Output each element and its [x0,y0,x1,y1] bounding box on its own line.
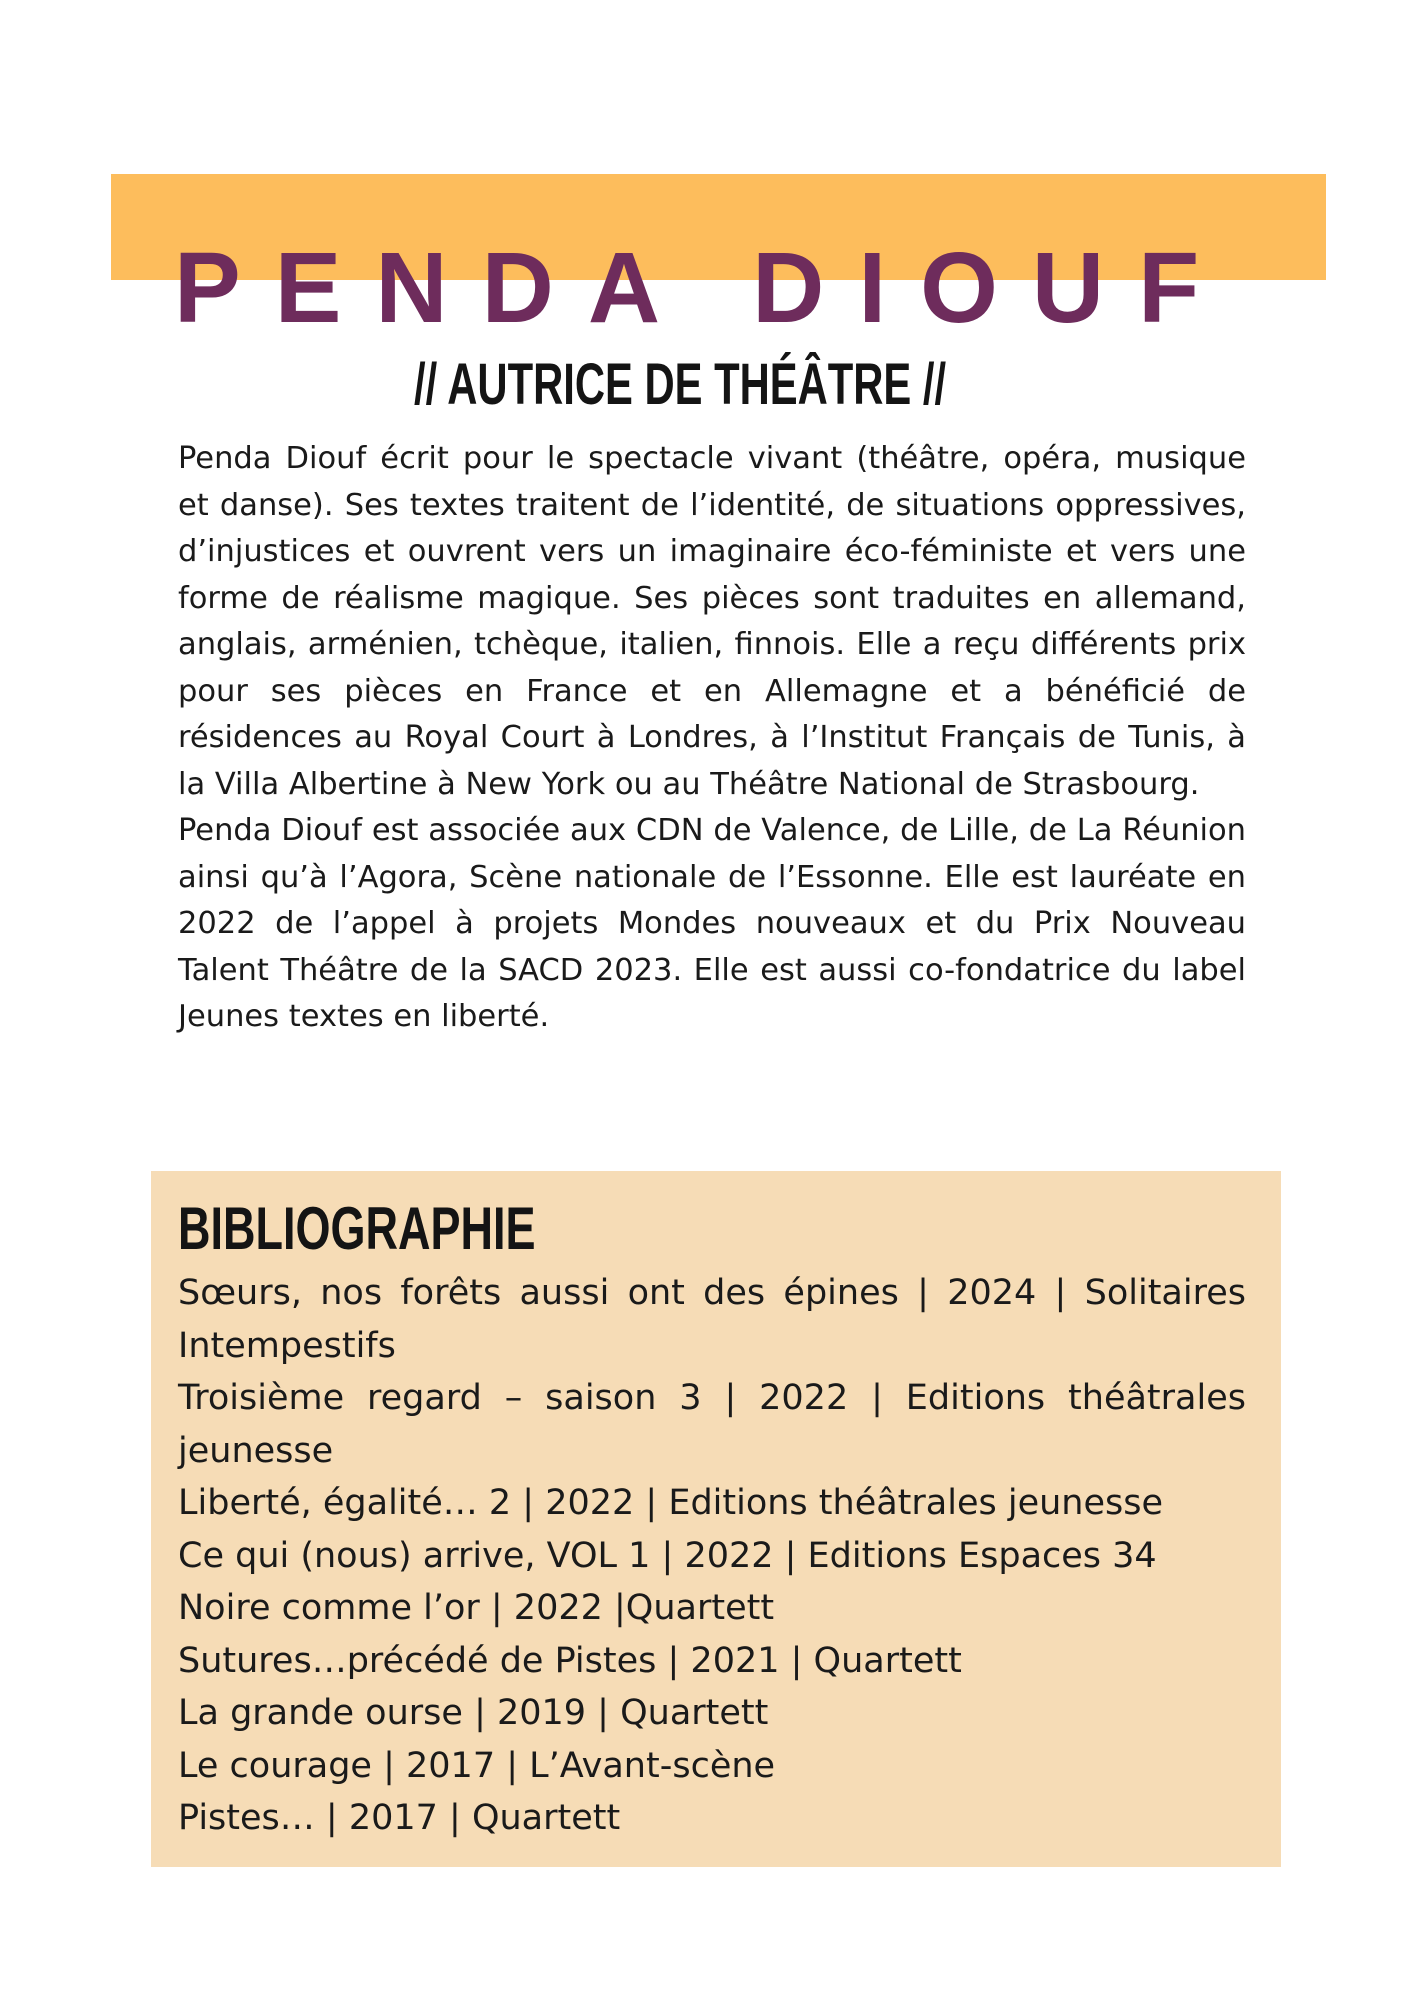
bibliography-item: Noire comme l’or | 2022 |Quartett [178,1588,775,1628]
bio-paragraph: Penda Diouf est associée aux CDN de Valence, de Lille, de La Réunion ainsi qu’à l’Agora, Scène nationale de l’Essonne. Elle est lauréate en 2022 de l’appel à projets Mondes nouveaux et du Prix Nouveau Talent Théâtre de la SACD 2023. Elle est aussi co-fondatrice du label Jeunes textes en liberté. [178,813,1246,1034]
author-name: PENDA DIOUF [174,232,1234,344]
bibliography-title: BIBLIOGRAPHIE [178,1195,536,1262]
author-subtitle: // AUTRICE DE THÉÂTRE // [414,352,947,417]
bibliography-item: Pistes… | 2017 | Quartett [178,1798,621,1838]
bibliography-list [178,1267,1246,1845]
bibliography-item: Sutures…précédé de Pistes | 2021 | Quartett [178,1640,962,1681]
bibliography-item: La grande ourse | 2019 | Quartett [178,1693,769,1733]
bibliography-item: Ce qui (nous) arrive, VOL 1 | 2022 | Editions Espaces 34 [178,1535,1157,1576]
bio-paragraph: Penda Diouf écrit pour le spectacle vivant (théâtre, opéra, musique et danse). Ses textes traitent de l’identité, de situations oppressives, d’injustices et ouvrent vers un imaginaire éco-féministe et vers une forme de réalisme magique. Ses pièces sont traduites en allemand, anglais, arménien, tchèque, italien, finnois. Elle a reçu différents prix pour ses pièces en France et en Allemagne et a bénéficié de résidences au Royal Court à Londres, à l’Institut Français de Tunis, à la Villa Albertine à New York ou au Théâtre National de Strasbourg. [178,441,1246,802]
bibliography-section [151,1171,1281,1867]
bibliography-item: Liberté, égalité… 2 | 2022 | Editions théâtrales jeunesse [178,1483,1164,1523]
biography [178,436,1246,1041]
bibliography-item: Sœurs, nos forêts aussi ont des épines | 2024 | Solitaires Intempestifs [178,1273,1246,1366]
bibliography-item: Troisième regard – saison 3 | 2022 | Editions théâtrales jeunesse [178,1378,1246,1471]
bibliography-item: Le courage | 2017 | L’Avant-scène [178,1745,776,1786]
